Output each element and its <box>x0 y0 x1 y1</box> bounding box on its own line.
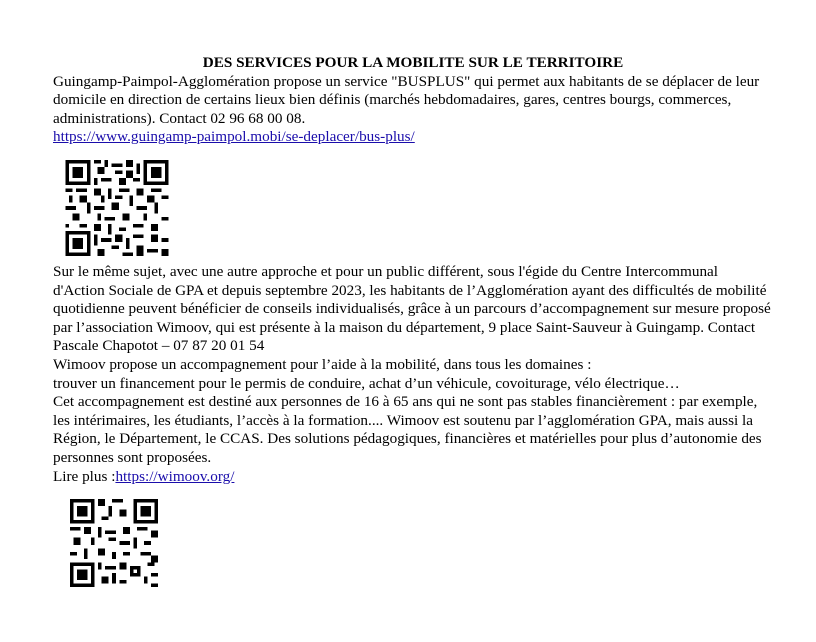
busplus-qr-code <box>65 160 169 256</box>
busplus-paragraph: Guingamp-Paimpol-Agglomération propose un service "BUSPLUS" qui permet aux habitants de se déplacer de leur domicile en direction de certains lieux bien définis (marchés hebdomadaires, gares, centres bourgs, commerces, administrations). Contact 02 96 68 00 08. <box>53 72 760 127</box>
wimoov-paragraph-offer: Wimoov propose un accompagnement pour l’aide à la mobilité, dans tous les domaines : <box>53 355 592 373</box>
wimoov-link[interactable]: https://wimoov.org/ <box>115 467 235 485</box>
section-wimoov <box>53 263 773 486</box>
wimoov-paragraph-audience: Cet accompagnement est destiné aux personnes de 16 à 65 ans qui ne sont pas stables financièrement : par exemple, les intérimaires, les étudiants, l’accès à la formation.... Wimoov est soutenu par l’agglomération GPA, mais aussi la Région, le Département, le CCAS. Des solutions pédagogiques, financières et matérielles pour plus d’autonomie des personnes sont proposées. <box>53 393 762 466</box>
section-busplus <box>53 54 773 147</box>
page-title: DES SERVICES POUR LA MOBILITE SUR LE TERRITOIRE <box>202 54 624 71</box>
wimoov-paragraph-intro: Sur le même sujet, avec une autre approche et pour un public différent, sous l'égide du Centre Intercommunal d'Action Sociale de GPA et depuis septembre 2023, les habitants de l’Agglomération ayant des difficultés de mobilité quotidienne peuvent bénéficier de conseils individualisés, grâce à un parcours d’accompagnement sur mesure proposé par l’association Wimoov, qui est présente à la maison du département, 9 place Saint-Sauveur à Guingamp. Contact Pascale Chapotot – 07 87 20 01 54 <box>53 263 771 355</box>
wimoov-read-more <box>53 468 773 487</box>
busplus-link[interactable]: https://www.guingamp-paimpol.mobi/se-deplacer/bus-plus/ <box>53 128 415 146</box>
wimoov-qr-code <box>68 499 160 587</box>
read-more-label: Lire plus : <box>53 467 116 485</box>
wimoov-paragraph-domains: trouver un financement pour le permis de conduire, achat d’un véhicule, covoiturage, vélo électrique… <box>53 374 680 392</box>
